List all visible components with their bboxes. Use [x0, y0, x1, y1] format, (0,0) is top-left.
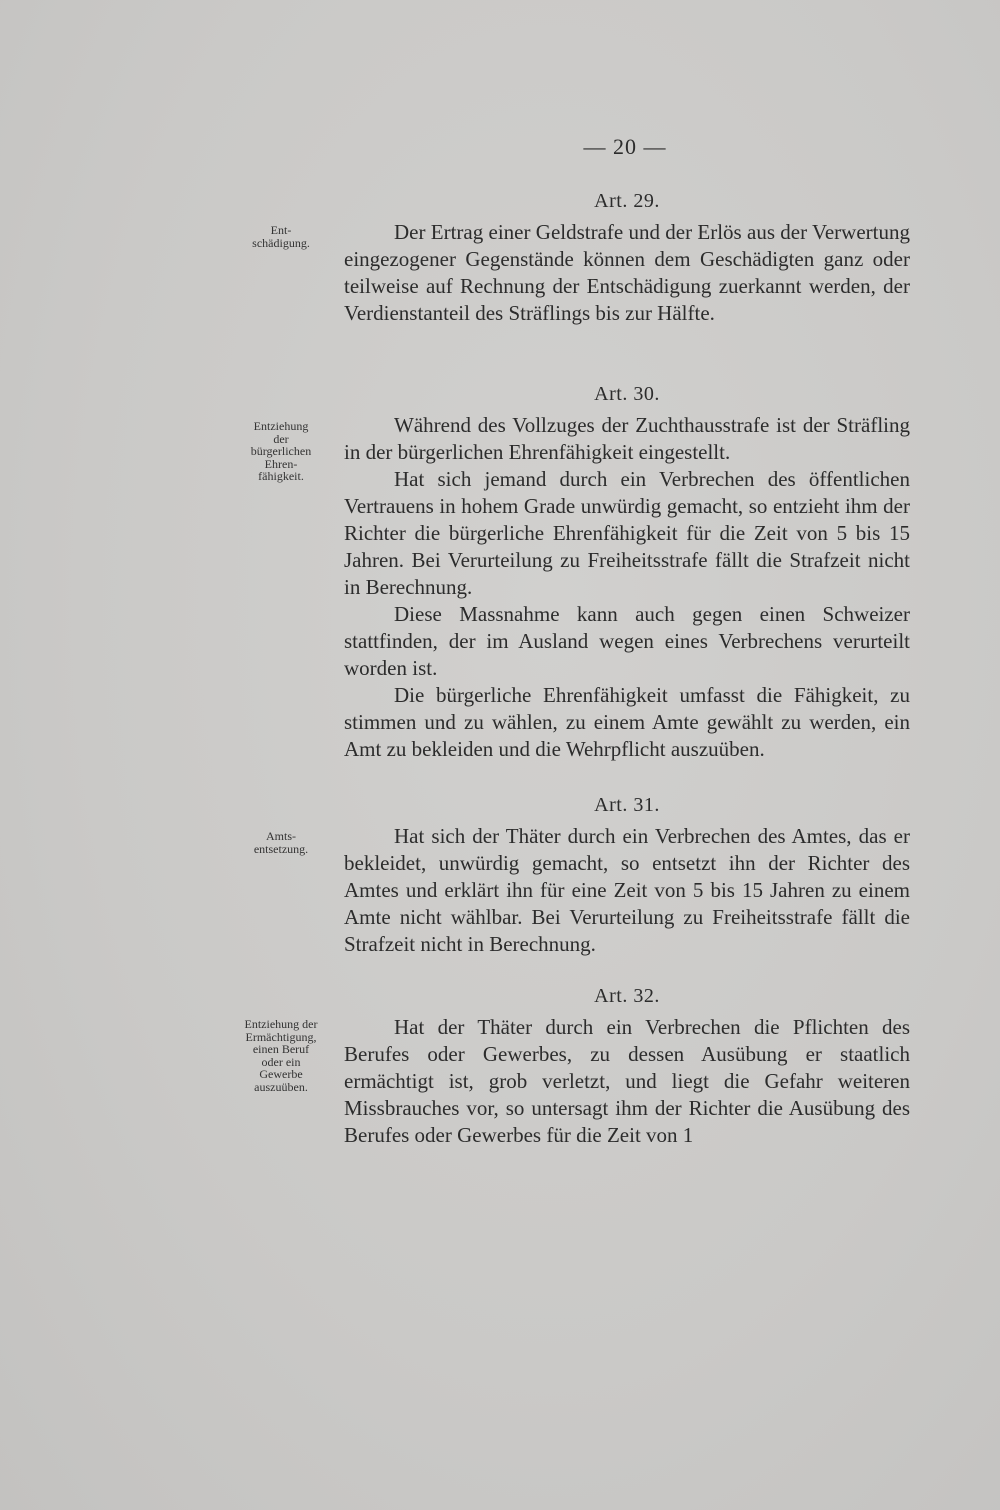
article-heading: Art. 29. [594, 190, 660, 212]
page-number: — 20 — [583, 134, 667, 159]
article-heading: Art. 32. [594, 985, 660, 1007]
article-paragraph: Hat sich der Thäter durch ein Verbrechen des Amtes, das er bekleidet, unwürdig gemacht, so entsetzt ihn der Richter des Amtes und erklärt ihn für eine Zeit von 5 bis 15 Jahren zu einem Amte nicht wählbar. Bei Verurteilung zu Freiheitsstrafe fällt die Strafzeit nicht in Berechnung. [344, 824, 910, 956]
article-paragraph: Diese Massnahme kann auch gegen einen Schweizer stattfinden, der im Ausland wegen eines Verbrechens verurteilt worden ist. [344, 602, 910, 680]
article-paragraph: Hat sich jemand durch ein Verbrechen des öffentlichen Vertrauens in hohem Grade unwürdig gemacht, so entzieht ihm der Richter die bürgerliche Ehrenfähigkeit für die Zeit von 5 bis 15 Jahren. Bei Verurteilung zu Freiheitsstrafe fällt die Strafzeit nicht in Berechnung. [344, 467, 910, 599]
margin-note-art-31: Amts- entsetzung. [253, 829, 309, 856]
article-31 [344, 794, 910, 958]
margin-note-art-29: Ent- schädigung. [252, 223, 310, 250]
article-heading: Art. 31. [594, 794, 660, 816]
article-paragraph: Hat der Thäter durch ein Verbrechen die Pflichten des Berufes oder Gewerbes, zu dessen Ausübung er staatlich ermächtigt ist, grob verletzt, und liegt die Gefahr weiteren Missbrauches vor, so untersagt ihm der Richter die Ausübung des Berufes oder Gewerbes für die Zeit von 1 [344, 1015, 910, 1147]
article-32 [344, 985, 910, 1149]
article-paragraph: Die bürgerliche Ehrenfähigkeit umfasst die Fähigkeit, zu stimmen und zu wählen, zu einem Amte gewählt zu werden, ein Amt zu bekleiden und die Wehrpflicht auszuüben. [344, 683, 910, 761]
article-paragraph: Der Ertrag einer Geldstrafe und der Erlös aus der Verwertung eingezogener Gegenstände können dem Geschädigten ganz oder teilweise auf Rechnung der Entschädigung zuerkannt werden, der Verdienstanteil des Sträflings bis zur Hälfte. [344, 220, 910, 325]
article-29 [344, 190, 910, 327]
article-30 [344, 383, 910, 763]
article-paragraph: Während des Vollzuges der Zuchthausstrafe ist der Sträfling in der bürgerlichen Ehrenfähigkeit eingestellt. [344, 413, 910, 464]
margin-note-art-30: Entziehung der bürgerlichen Ehren- fähigkeit. [250, 419, 312, 483]
article-heading: Art. 30. [594, 383, 660, 405]
margin-note-art-32: Entziehung der Ermächtigung, einen Beruf oder ein Gewerbe auszuüben. [244, 1017, 318, 1094]
